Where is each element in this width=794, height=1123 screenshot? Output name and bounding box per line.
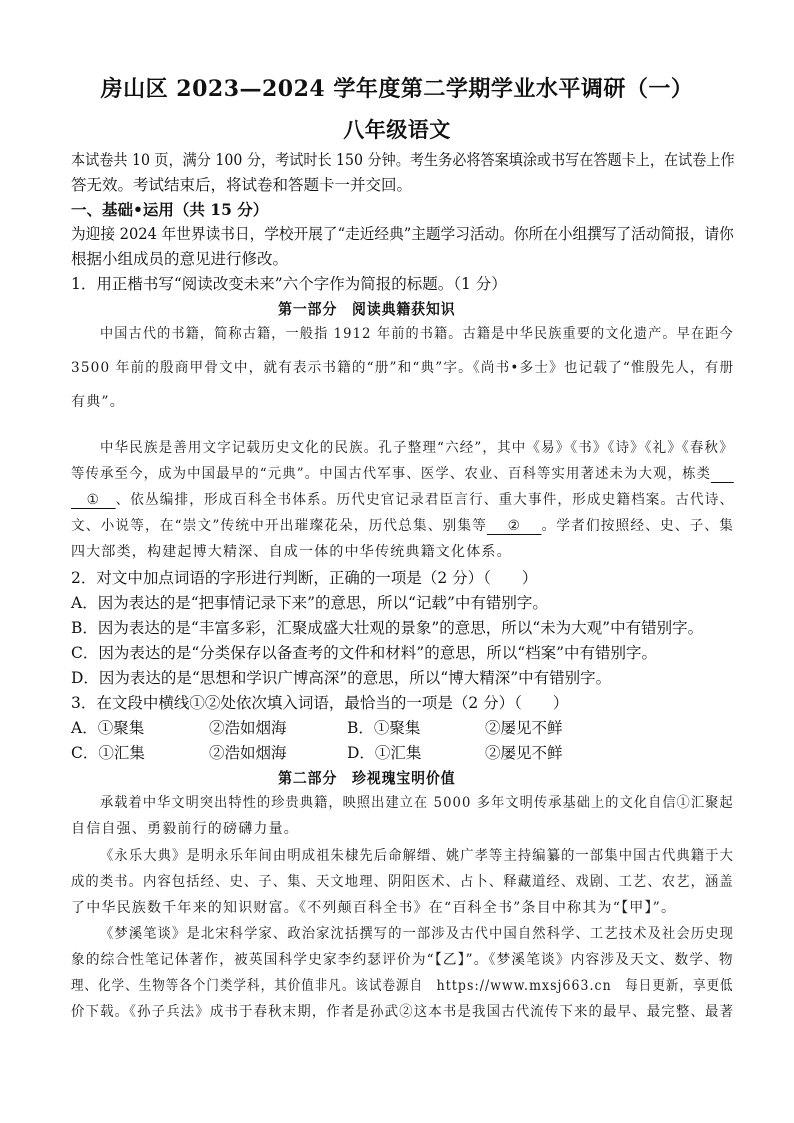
part1-heading: 第一部分 阅读典籍获知识 [278, 300, 456, 318]
question-2-option: D．因为表达的是“思想和学识广博高深”的意思，所以“博大精深”中有错别字。 [71, 669, 612, 687]
option-d-second: ②屡见不鲜 [485, 744, 563, 762]
passage-line: 了中华民族数千年来的知识财富。《不列颠百科全书》在“百科全书”条目中称其为“【甲】”。 [71, 900, 677, 916]
question-2-option: A．因为表达的是“把事情记录下来”的意思，所以“记载”中有错别字。 [71, 594, 548, 612]
instruction-line: 本试卷共 10 页，满分 100 分，考试时长 150 分钟。考生务必将答案填涂或书写在答题卡上，在试卷上作 [71, 151, 735, 169]
passage-line [71, 489, 734, 509]
question-2-option: B．因为表达的是“丰富多彩，汇聚成盛大壮观的景象”的意思，所以“未为大观”中有错别字。 [71, 619, 704, 637]
blank-1: ① [71, 492, 116, 509]
question-1: 1．用正楷书写“阅读改变未来”六个字作为简报的标题。（1 分） [71, 275, 507, 293]
passage-text: 等传承至今，成为中国最早的“元典”。中国古代军事、医学、农业、百科等实用著述未为大观，栋类 [71, 466, 712, 482]
option-a-first: A．①聚集 [71, 719, 145, 737]
passage-text: 文、小说等，在“崇文”传统中开出璀璨花朵，历代总集、别集等 [71, 518, 488, 534]
instruction-line: 答无效。考试结束后，将试卷和答题卡一并交回。 [71, 176, 413, 194]
passage-line: 《永乐大典》是明永乐年间由明成祖朱棣先后命解缙、姚广孝等主持编纂的一部集中国古代典籍于大 [100, 848, 735, 864]
option-c-second: ②浩如烟海 [209, 744, 287, 762]
passage-line: 价下载。《孙子兵法》成书于春秋末期，作者是孙武②这本书是我国古代流传下来的最早、最完整、最著 [71, 1004, 735, 1020]
exam-title: 房山区 2023—2024 学年度第二学期学业水平调研（一） [100, 76, 694, 102]
blank-2: ② [487, 518, 542, 535]
passage-line: 成的类书。内容包括经、史、子、集、天文地理、阴阳医术、占卜、释藏道经、戏剧、工艺、农艺，涵盖 [71, 874, 734, 890]
passage-line: 3500 年前的殷商甲骨文中，就有表示书籍的“册”和“典”字。《尚书•多士》也记载了“惟殷先人，有册 [71, 360, 735, 376]
question-3-stem: 3．在文段中横线①②处依次填入词语，最恰当的一项是（2 分）（ ） [71, 694, 569, 712]
passage-line: 有典”。 [71, 394, 125, 410]
question-2-option: C．因为表达的是“分类保存以备查考的文件和材料”的意思，所以“档案”中有错别字。 [71, 644, 658, 662]
option-b-second: ②屡见不鲜 [485, 719, 563, 737]
passage-line [71, 515, 734, 535]
passage-text: 。学者们按照经、史、子、集 [541, 518, 735, 534]
question-3-option-row [71, 716, 563, 738]
option-c-first: C．①汇集 [71, 744, 145, 762]
passage-line: 承载着中华文明突出特性的珍贵典籍，映照出建立在 5000 多年文明传承基础上的文化自信①汇聚起 [100, 795, 734, 811]
question-2-stem: 2．对文中加点词语的字形进行判断，正确的一项是（2 分）（ ） [71, 569, 538, 587]
passage-line: 中华民族是善用文字记载历史文化的民族。孔子整理“六经”，其中《易》《书》《诗》《礼》《春秋》 [100, 440, 734, 456]
section-intro-line: 为迎接 2024 年世界读书日，学校开展了“走近经典”主题学习活动。你所在小组撰写了活动简报，请你 [71, 225, 734, 243]
question-3-option-row [71, 741, 563, 763]
exam-subtitle: 八年级语文 [343, 117, 451, 142]
section-intro-line: 根据小组成员的意见进行修改。 [71, 250, 289, 268]
blank-1-start [711, 466, 734, 483]
option-d-first: D．①汇集 [347, 744, 422, 762]
passage-line: 中国古代的书籍，简称古籍，一般指 1912 年前的书籍。古籍是中华民族重要的文化遗产。早在距今 [100, 326, 734, 342]
option-b-first: B．①聚集 [347, 719, 421, 737]
passage-line [71, 463, 734, 483]
passage-line: 理、化学、生物等各个门类学科，其价值非凡。该试卷源自 https://www.mxsj663.cn 每日更新，享更低 [71, 978, 734, 994]
passage-line: 四大部类，构建起博大精深、自成一体的中华传统典籍文化体系。 [71, 544, 512, 560]
passage-line: 自信自强、勇毅前行的磅礴力量。 [71, 821, 299, 837]
passage-line: 《梦溪笔谈》是北宋科学家、政治家沈括撰写的一部涉及古代中国自然科学、工艺技术及社会历史现 [100, 926, 735, 942]
passage-line: 象的综合性笔记体著作，被英国科学史家李约瑟评价为“【乙】”。《梦溪笔谈》内容涉及天文、数学、物 [71, 952, 734, 968]
section-heading: 一、基础•运用（共 15 分） [71, 200, 269, 219]
option-a-second: ②浩如烟海 [209, 719, 287, 737]
part2-heading: 第二部分 珍视瑰宝明价值 [278, 769, 456, 787]
passage-text: 、依丛编排，形成百科全书体系。历代史官记录君臣言行、重大事件，形成史籍档案。古代诗、 [115, 492, 735, 508]
